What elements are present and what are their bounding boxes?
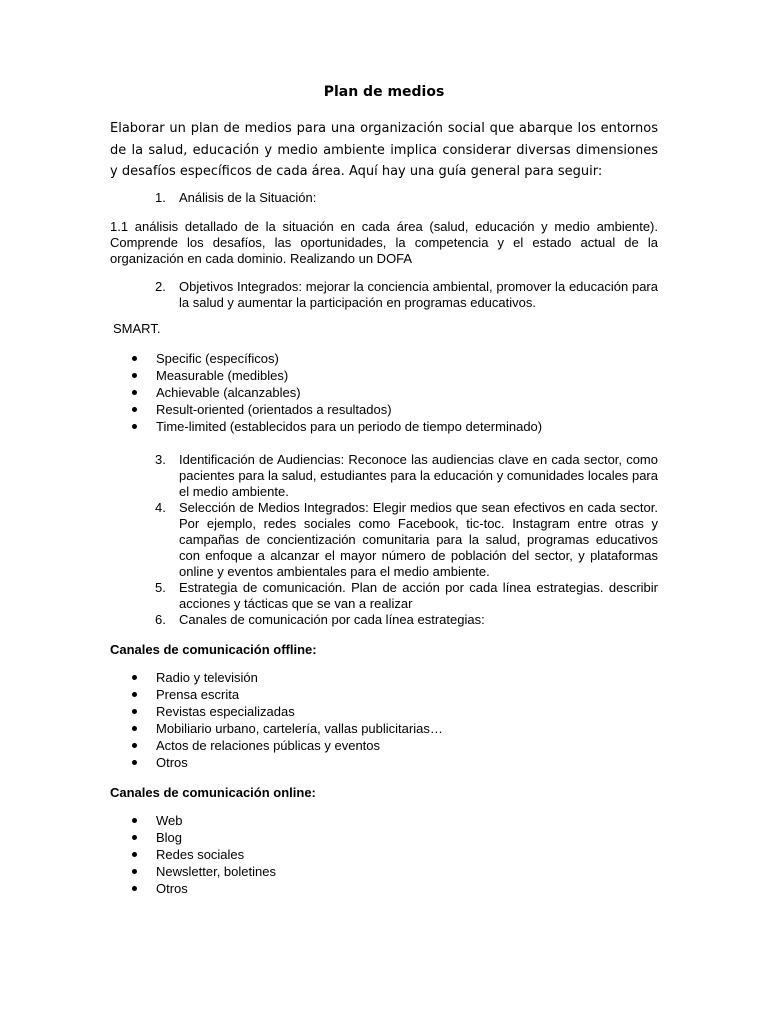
list-text: Análisis de la Situación: [179, 190, 317, 205]
list-item-6 [155, 612, 658, 628]
list-number: 5. [155, 580, 166, 595]
list-item-1 [155, 190, 658, 206]
bullet-icon [132, 709, 137, 714]
list-item-2 [155, 279, 658, 311]
offline-heading: Canales de comunicación offline: [110, 642, 317, 657]
bullet-item: Web [132, 812, 276, 829]
smart-label: SMART. [113, 321, 161, 336]
bullet-item: Measurable (medibles) [132, 367, 542, 384]
list-number: 4. [155, 500, 166, 515]
bullet-icon [132, 373, 137, 378]
online-heading: Canales de comunicación online: [110, 785, 316, 800]
list-number: 6. [155, 612, 166, 627]
bullet-icon [132, 869, 137, 874]
online-bullet-list [132, 812, 276, 897]
bullet-icon [132, 692, 137, 697]
list-text: Identificación de Audiencias: Reconoce las audiencias clave en cada sector, como pacientes para la salud, estudiantes para la educación y comunidades locales para el medio ambiente. [179, 452, 658, 499]
list-text: Estrategia de comunicación. Plan de acción por cada línea estrategias. describir acciones y tácticas que se van a realizar [179, 580, 658, 611]
bullet-item: Otros [132, 880, 276, 897]
bullet-item: Otros [132, 754, 443, 771]
list-text: Canales de comunicación por cada línea estrategias: [179, 612, 485, 627]
bullet-icon [132, 886, 137, 891]
list-number: 1. [155, 190, 166, 205]
bullet-icon [132, 356, 137, 361]
bullet-item: Redes sociales [132, 846, 276, 863]
bullet-item: Radio y televisión [132, 669, 443, 686]
offline-bullet-list [132, 669, 443, 771]
list-number: 3. [155, 452, 166, 467]
bullet-item: Specific (específicos) [132, 350, 542, 367]
bullet-icon [132, 390, 137, 395]
list-number: 2. [155, 279, 166, 294]
steps-list [155, 452, 658, 628]
bullet-icon [132, 675, 137, 680]
list-item-5 [155, 580, 658, 612]
bullet-icon [132, 760, 137, 765]
bullet-item: Time-limited (establecidos para un periodo de tiempo determinado) [132, 418, 542, 435]
bullet-icon [132, 818, 137, 823]
list-item-4 [155, 500, 658, 580]
list-item-3 [155, 452, 658, 500]
bullet-item: Newsletter, boletines [132, 863, 276, 880]
smart-bullet-list [132, 350, 542, 435]
document-title: Plan de medios [323, 84, 445, 100]
bullet-icon [132, 726, 137, 731]
bullet-item: Mobiliario urbano, cartelería, vallas publicitarias… [132, 720, 443, 737]
bullet-item: Result-oriented (orientados a resultados) [132, 401, 542, 418]
list-text: Selección de Medios Integrados: Elegir medios que sean efectivos en cada sector. Por ejemplo, redes sociales como Facebook, tic-toc. Instagram entre otras y campañas de concientización comunitaria para la salud, programas educativos con enfoque a alcanzar el mayor número de población del sector, y plataformas online y eventos ambientales para el medio ambiente. [179, 500, 658, 579]
bullet-icon [132, 743, 137, 748]
bullet-item: Blog [132, 829, 276, 846]
bullet-icon [132, 407, 137, 412]
bullet-icon [132, 835, 137, 840]
bullet-item: Revistas especializadas [132, 703, 443, 720]
paragraph-1-1: 1.1 análisis detallado de la situación en cada área (salud, educación y medio ambiente). Comprende los desafíos, las oportunidades, la competencia y el estado actual de la organización en cada dominio. Realizando un DOFA [110, 219, 658, 266]
bullet-item: Prensa escrita [132, 686, 443, 703]
intro-paragraph: Elaborar un plan de medios para una organización social que abarque los entornos de la salud, educación y medio ambiente implica considerar diversas dimensiones y desafíos específicos de cada área. Aquí hay una guía general para seguir: [110, 121, 658, 179]
bullet-item: Achievable (alcanzables) [132, 384, 542, 401]
bullet-icon [132, 424, 137, 429]
bullet-icon [132, 852, 137, 857]
bullet-item: Actos de relaciones públicas y eventos [132, 737, 443, 754]
list-text: Objetivos Integrados: mejorar la conciencia ambiental, promover la educación para la salud y aumentar la participación en programas educativos. [179, 279, 658, 310]
